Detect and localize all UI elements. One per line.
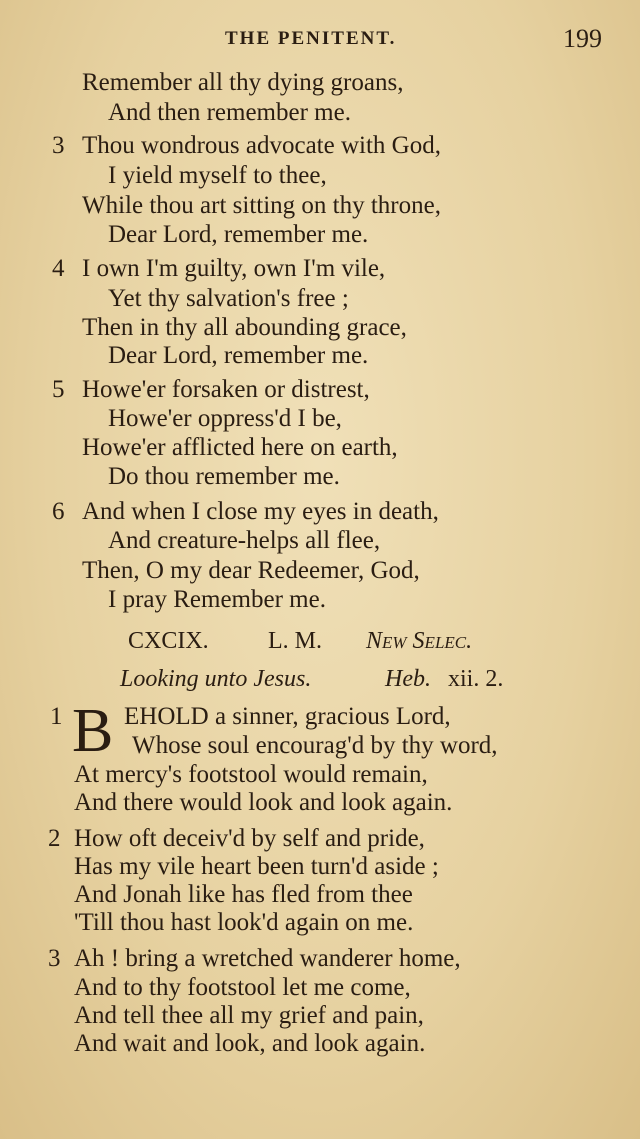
drop-cap: B xyxy=(72,697,114,765)
verse-line: I pray Remember me. xyxy=(108,586,326,613)
verse-line: 'Till thou hast look'd again on me. xyxy=(74,909,414,936)
verse-line: I yield myself to thee, xyxy=(108,162,327,189)
page-number: 199 xyxy=(563,24,602,53)
scripture-book: Heb. xyxy=(385,666,431,692)
verse-line: And tell thee all my grief and pain, xyxy=(74,1002,424,1029)
verse-line: Yet thy salvation's free ; xyxy=(108,285,349,312)
verse-line: I own I'm guilty, own I'm vile, xyxy=(82,255,386,282)
verse-line: Whose soul encourag'd by thy word, xyxy=(132,732,498,759)
verse-line: Ah ! bring a wretched wanderer home, xyxy=(74,945,461,972)
verse-line: How oft deceiv'd by self and pride, xyxy=(74,825,425,852)
verse-line: Remember all thy dying groans, xyxy=(82,69,404,96)
hymn-meter: L. M. xyxy=(268,628,322,654)
verse-line: And Jonah like has fled from thee xyxy=(74,881,413,908)
verse-line: Dear Lord, remember me. xyxy=(108,342,369,369)
verse-line: Has my vile heart been turn'd aside ; xyxy=(74,853,439,880)
stanza-number: 3 xyxy=(52,132,65,159)
verse-line: Dear Lord, remember me. xyxy=(108,221,369,248)
stanza-number: 3 xyxy=(48,945,61,972)
verse-line: At mercy's footstool would remain, xyxy=(74,761,428,788)
stanza-number: 4 xyxy=(52,255,65,282)
hymn-source: New Selec. xyxy=(366,628,473,654)
verse-line: Then in thy all abounding grace, xyxy=(82,314,407,341)
verse-line: Howe'er forsaken or distrest, xyxy=(82,376,370,403)
verse-line: And when I close my eyes in death, xyxy=(82,498,439,525)
stanza-number: 1 xyxy=(50,703,63,730)
verse-line: And wait and look, and look again. xyxy=(74,1030,426,1057)
verse-line: Do thou remember me. xyxy=(108,463,340,490)
running-head: THE PENITENT. xyxy=(225,28,397,49)
verse-line: While thou art sitting on thy throne, xyxy=(82,192,441,219)
verse-line: Howe'er afflicted here on earth, xyxy=(82,434,398,461)
hymn-subtitle: Looking unto Jesus. xyxy=(120,666,312,692)
page-header xyxy=(0,24,640,60)
verse-line: EHOLD a sinner, gracious Lord, xyxy=(124,703,451,730)
verse-line: Then, O my dear Redeemer, God, xyxy=(82,557,420,584)
verse-line: And then remember me. xyxy=(108,99,351,126)
verse-line: Thou wondrous advocate with God, xyxy=(82,132,441,159)
verse-line: Howe'er oppress'd I be, xyxy=(108,405,342,432)
scripture-reference: xii. 2. xyxy=(448,666,504,692)
verse-line: And to thy footstool let me come, xyxy=(74,974,411,1001)
stanza-number: 2 xyxy=(48,825,61,852)
verse-line: And creature-helps all flee, xyxy=(108,527,381,554)
stanza-number: 5 xyxy=(52,376,65,403)
verse-line: And there would look and look again. xyxy=(74,789,453,816)
stanza-number: 6 xyxy=(52,498,65,525)
hymn-number: CXCIX. xyxy=(128,628,209,654)
